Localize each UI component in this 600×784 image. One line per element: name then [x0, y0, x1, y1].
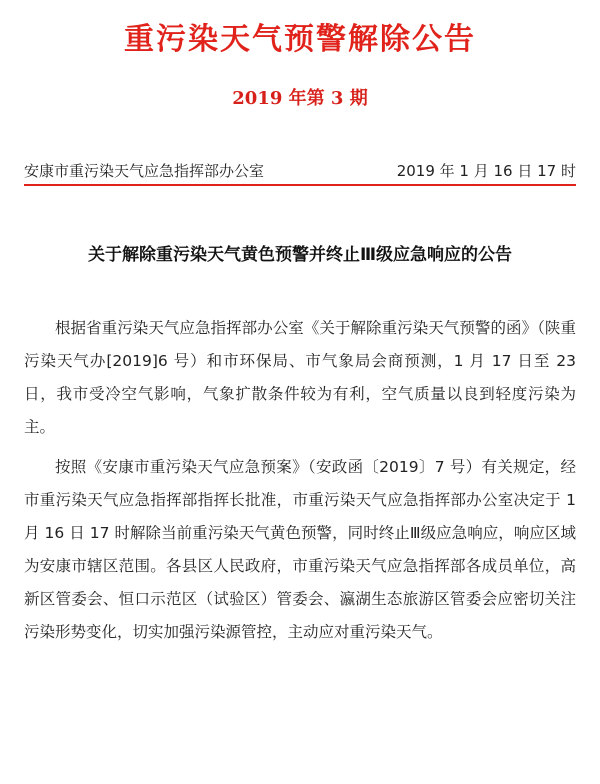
issue-time: 2019 年 1 月 16 日 17 时	[396, 162, 576, 180]
notice-body	[24, 312, 576, 656]
paragraph-1: 根据省重污染天气应急指挥部办公室《关于解除重污染天气预警的函》（陕重污染天气办[2019]6 号）和市环保局、市气象局会商预测，1 月 17 日至 23 日，我市受冷空气影响，气象扩散条件较为有利，空气质量以良到轻度污染为主。	[24, 319, 576, 436]
notice-title: 关于解除重污染天气黄色预警并终止Ⅲ级应急响应的公告	[87, 245, 513, 265]
issuer-name: 安康市重污染天气应急指挥部办公室	[24, 162, 265, 180]
issuer-line	[24, 160, 576, 181]
paragraph-2: 按照《安康市重污染天气应急预案》（安政函〔2019〕7 号）有关规定，经市重污染天气应急指挥部指挥长批准，市重污染天气应急指挥部办公室决定于 1 月 16 日 17 时解除当前重污染天气黄色预警，同时终止Ⅲ级应急响应，响应区域为安康市辖区范围。各县区人民政府，市重污染天气应急指挥部各成员单位，高新区管委会、恒口示范区（试验区）管委会、瀛湖生态旅游区管委会应密切关注污染形势变化，切实加强污染源管控，主动应对重污染天气。	[24, 458, 576, 641]
issue-number: 2019 年第 3 期	[232, 88, 368, 109]
red-divider	[24, 184, 576, 186]
header-title: 重污染天气预警解除公告	[124, 22, 476, 57]
